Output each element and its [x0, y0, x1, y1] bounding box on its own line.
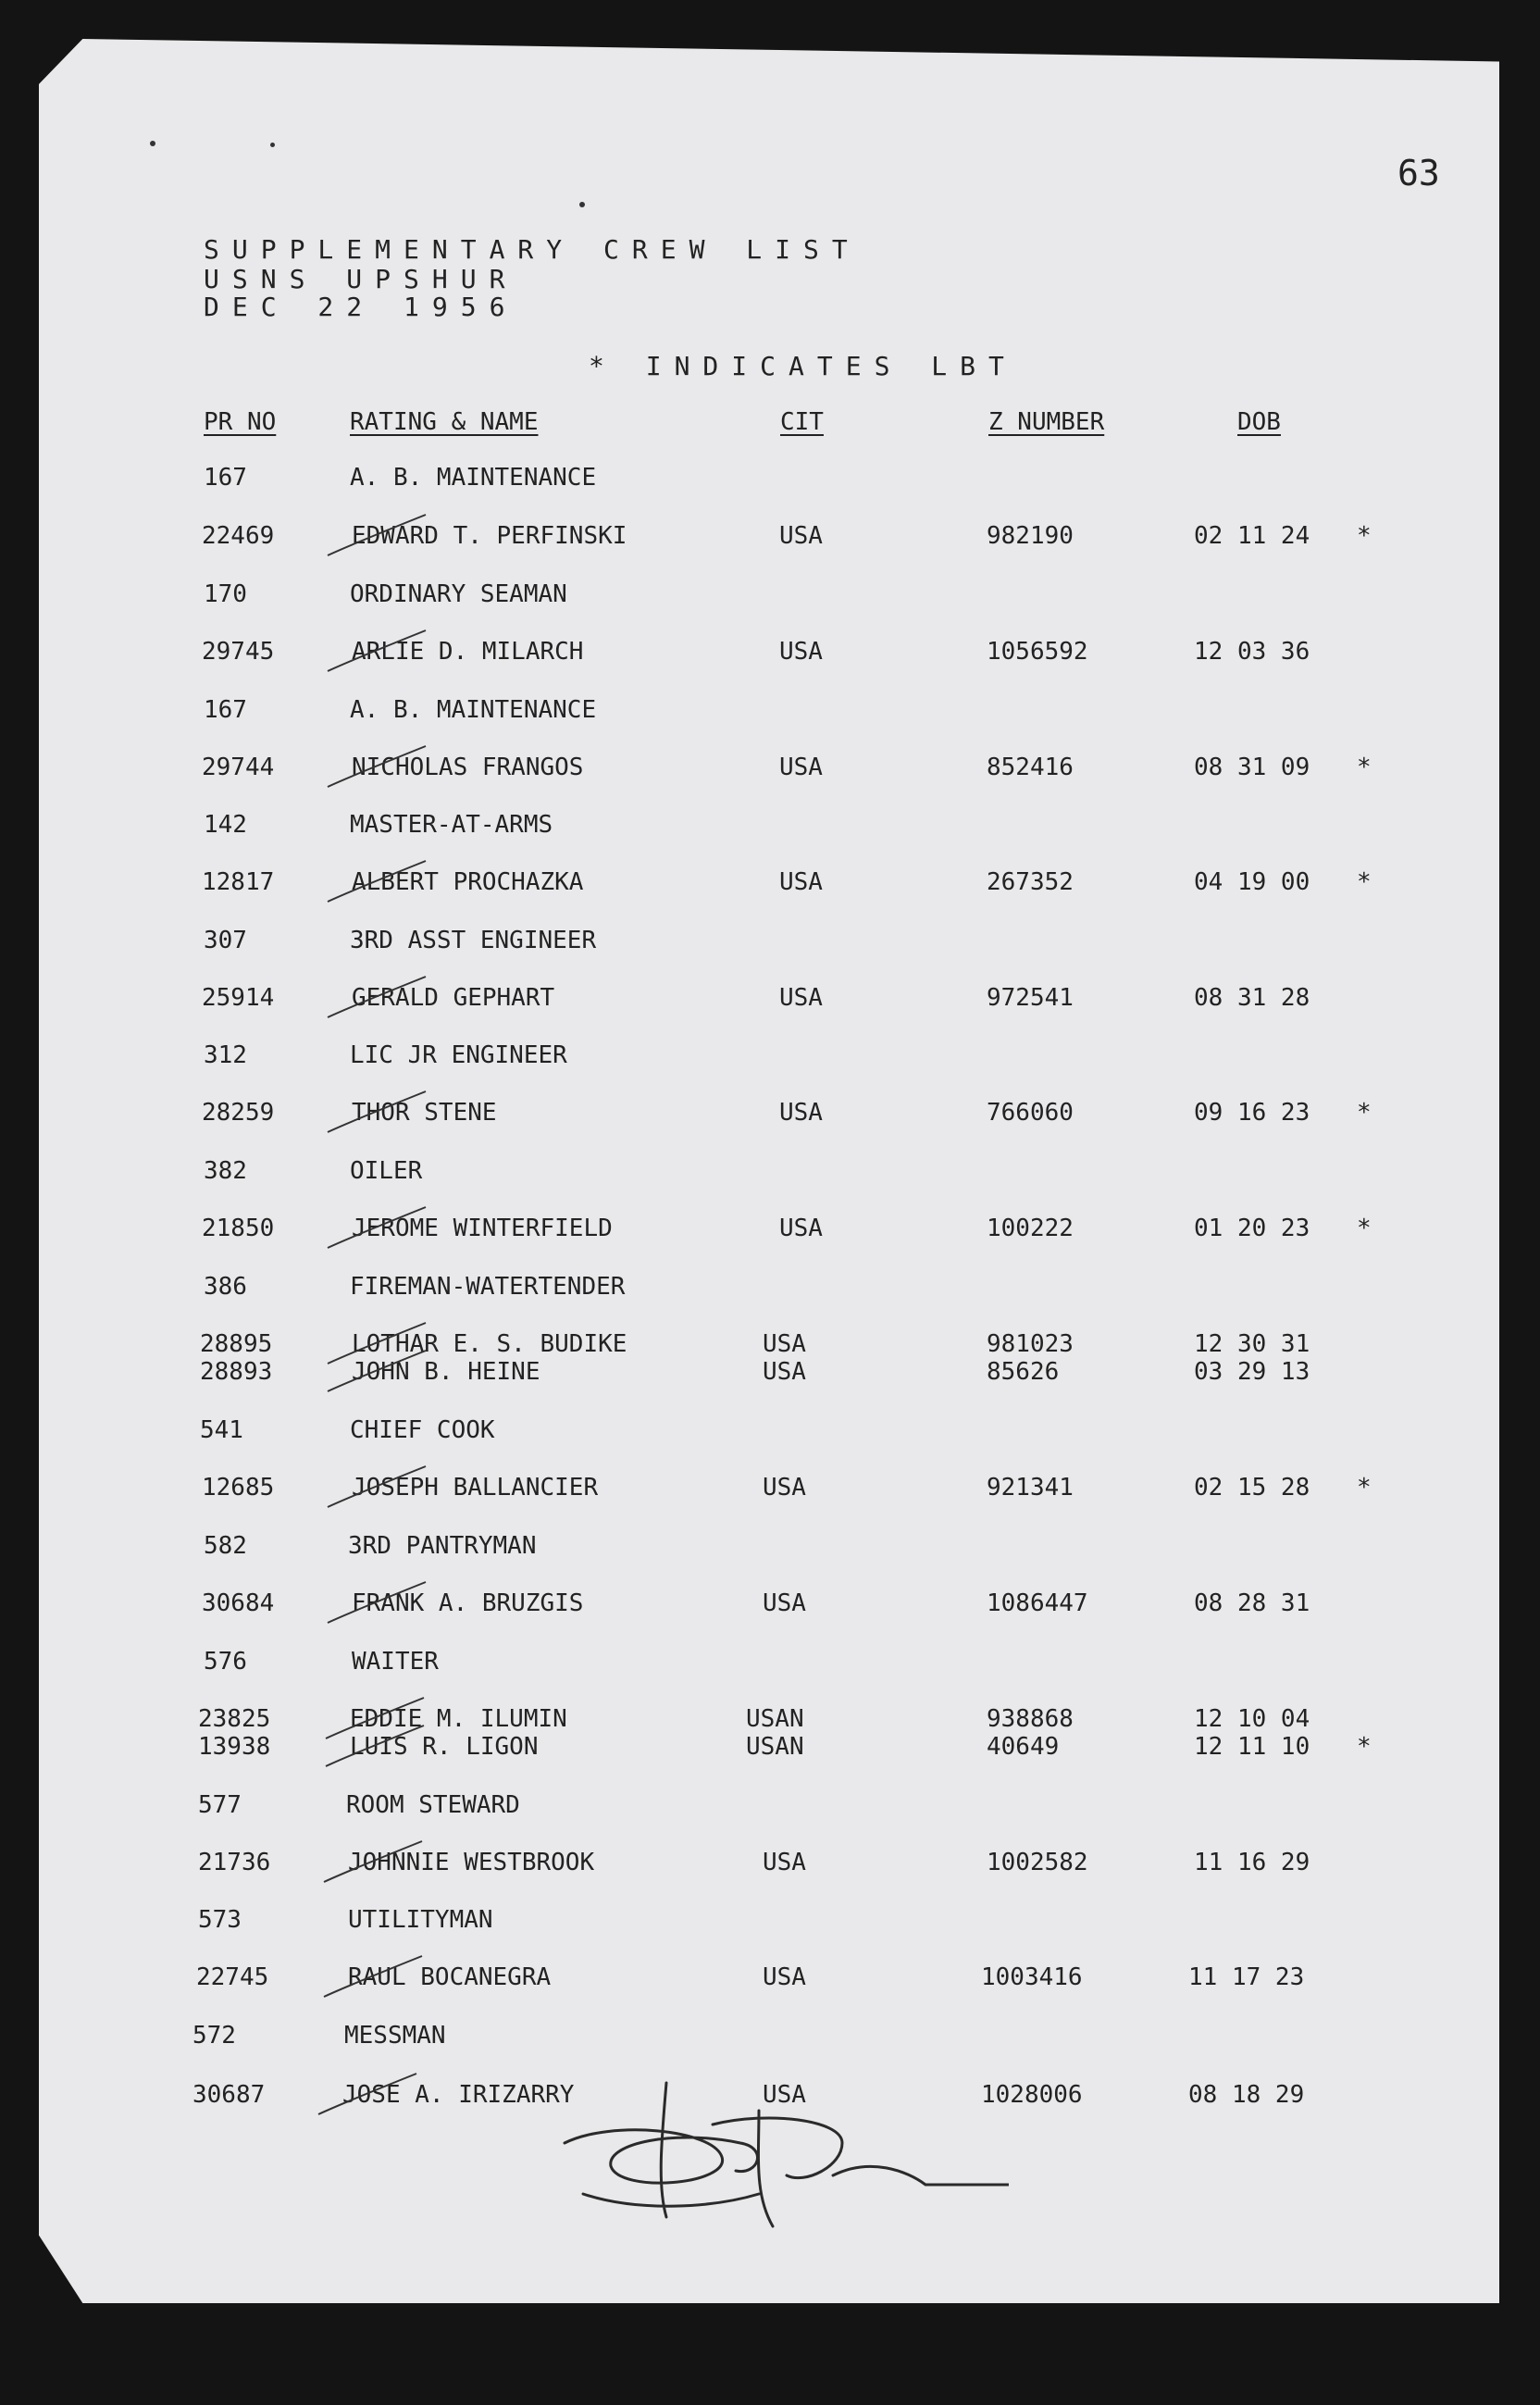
column-header-dob: DOB: [1237, 408, 1281, 436]
citizenship: USA: [763, 1849, 806, 1876]
pr-number: 573: [198, 1906, 242, 1934]
check-mark: [324, 625, 453, 680]
check-mark: [324, 1086, 453, 1141]
check-mark: [324, 855, 453, 911]
date-of-birth: 02 15 28: [1194, 1474, 1310, 1502]
z-number: 921341: [987, 1474, 1074, 1502]
pr-number: 13938: [198, 1733, 271, 1761]
rating-title: A. B. MAINTENANCE: [350, 696, 597, 724]
pr-number: 28895: [200, 1330, 273, 1358]
date-of-birth: 11 16 29: [1194, 1849, 1310, 1876]
pr-number: 382: [204, 1157, 247, 1185]
pr-number: 12817: [202, 868, 275, 896]
pr-number: 312: [204, 1041, 247, 1069]
crew-name: LOTHAR E. S. BUDIKE: [352, 1330, 627, 1358]
date-of-birth: 11 17 23: [1188, 1963, 1305, 1991]
check-mark: [324, 1345, 453, 1401]
lbt-marker: *: [1357, 1474, 1372, 1502]
pr-number: 22745: [196, 1963, 269, 1991]
date-of-birth: 08 31 28: [1194, 984, 1310, 1012]
crew-name: RAUL BOCANEGRA: [348, 1963, 552, 1991]
pr-number: 170: [204, 580, 247, 608]
rating-title: ROOM STEWARD: [346, 1791, 520, 1819]
check-mark: [324, 1461, 453, 1516]
check-mark: [324, 971, 453, 1027]
date-of-birth: 04 19 00: [1194, 868, 1310, 896]
crew-name: NICHOLAS FRANGOS: [352, 754, 584, 781]
check-mark: [320, 1836, 450, 1891]
citizenship: USA: [763, 1358, 806, 1386]
check-mark: [315, 2068, 444, 2124]
date-of-birth: 08 18 29: [1188, 2081, 1305, 2109]
column-header-rating-name: RATING & NAME: [350, 408, 539, 436]
pr-number: 30684: [202, 1589, 275, 1617]
pr-number: 29744: [202, 754, 275, 781]
date-of-birth: 12 11 10: [1194, 1733, 1310, 1761]
lbt-marker: *: [1357, 1215, 1372, 1242]
pr-number: 28893: [200, 1358, 273, 1386]
z-number: 981023: [987, 1330, 1074, 1358]
date-of-birth: 12 10 04: [1194, 1705, 1310, 1733]
crew-name: ARLIE D. MILARCH: [352, 638, 584, 666]
rating-title: LIC JR ENGINEER: [350, 1041, 567, 1069]
rating-title: WAITER: [352, 1648, 439, 1676]
date-of-birth: 08 28 31: [1194, 1589, 1310, 1617]
crew-name: JOHN B. HEINE: [352, 1358, 540, 1386]
z-number: 1028006: [981, 2081, 1083, 2109]
z-number: 1002582: [987, 1849, 1088, 1876]
z-number: 1003416: [981, 1963, 1083, 1991]
pr-number: 29745: [202, 638, 275, 666]
pr-number: 25914: [202, 984, 275, 1012]
lbt-marker: *: [1357, 1099, 1372, 1127]
legend-note: * INDICATES LBT: [589, 351, 1017, 381]
rating-title: MASTER-AT-ARMS: [350, 811, 553, 839]
crew-name: THOR STENE: [352, 1099, 497, 1127]
z-number: 766060: [987, 1099, 1074, 1127]
z-number: 100222: [987, 1215, 1074, 1242]
lbt-marker: *: [1357, 522, 1372, 550]
page-number: 63: [1397, 153, 1440, 193]
citizenship: USA: [779, 522, 823, 550]
ink-speck: [579, 202, 585, 207]
z-number: 938868: [987, 1705, 1074, 1733]
date-of-birth: 12 30 31: [1194, 1330, 1310, 1358]
citizenship: USA: [779, 984, 823, 1012]
citizenship: USAN: [746, 1733, 804, 1761]
z-number: 1056592: [987, 638, 1088, 666]
citizenship: USA: [779, 754, 823, 781]
date-of-birth: 12 03 36: [1194, 638, 1310, 666]
crew-name: EDWARD T. PERFINSKI: [352, 522, 627, 550]
pr-number: 577: [198, 1791, 242, 1819]
crew-name: JOSE A. IRIZARRY: [342, 2081, 575, 2109]
document-title: SUPPLEMENTARY CREW LIST: [204, 234, 861, 265]
check-mark: [324, 509, 453, 565]
lbt-marker: *: [1357, 868, 1372, 896]
z-number: 982190: [987, 522, 1074, 550]
lbt-marker: *: [1357, 1733, 1372, 1761]
crew-name: JOHNNIE WESTBROOK: [348, 1849, 595, 1876]
rating-title: FIREMAN-WATERTENDER: [350, 1273, 626, 1301]
check-mark: [322, 1720, 452, 1776]
citizenship: USA: [779, 1099, 823, 1127]
crew-name: EDDIE M. ILUMIN: [350, 1705, 567, 1733]
pr-number: 12685: [202, 1474, 275, 1502]
rating-title: ORDINARY SEAMAN: [350, 580, 567, 608]
pr-number: 572: [192, 2022, 236, 2050]
rating-title: 3RD ASST ENGINEER: [350, 927, 597, 954]
rating-title: UTILITYMAN: [348, 1906, 493, 1934]
check-mark: [324, 1576, 453, 1632]
column-header-cit: CIT: [780, 408, 824, 436]
crew-name: GERALD GEPHART: [352, 984, 555, 1012]
crew-name: ALBERT PROCHAZKA: [352, 868, 584, 896]
citizenship: USA: [779, 1215, 823, 1242]
date-of-birth: 03 29 13: [1194, 1358, 1310, 1386]
pr-number: 541: [200, 1416, 243, 1444]
rating-title: OILER: [350, 1157, 423, 1185]
z-number: 972541: [987, 984, 1074, 1012]
citizenship: USAN: [746, 1705, 804, 1733]
pr-number: 22469: [202, 522, 275, 550]
citizenship: USA: [779, 638, 823, 666]
pr-number: 167: [204, 464, 247, 492]
crew-name: FRANK A. BRUZGIS: [352, 1589, 584, 1617]
z-number: 1086447: [987, 1589, 1088, 1617]
column-header-z-number: Z NUMBER: [988, 408, 1105, 436]
rating-title: 3RD PANTRYMAN: [348, 1532, 537, 1560]
signature: [528, 2055, 1009, 2240]
column-header-pr-no: PR NO: [204, 408, 277, 436]
pr-number: 386: [204, 1273, 247, 1301]
crew-name: JOSEPH BALLANCIER: [352, 1474, 599, 1502]
z-number: 267352: [987, 868, 1074, 896]
z-number: 85626: [987, 1358, 1060, 1386]
date-of-birth: 01 20 23: [1194, 1215, 1310, 1242]
pr-number: 142: [204, 811, 247, 839]
citizenship: USA: [763, 2081, 806, 2109]
check-mark: [320, 1950, 450, 2006]
pr-number: 28259: [202, 1099, 275, 1127]
lbt-marker: *: [1357, 754, 1372, 781]
document-date: DEC 22 1956: [204, 292, 518, 322]
rating-title: MESSMAN: [344, 2022, 446, 2050]
crew-name: LUIS R. LIGON: [350, 1733, 539, 1761]
ink-speck: [270, 143, 275, 147]
citizenship: USA: [763, 1330, 806, 1358]
z-number: 852416: [987, 754, 1074, 781]
pr-number: 21736: [198, 1849, 271, 1876]
vessel-name: USNS UPSHUR: [204, 264, 518, 294]
date-of-birth: 08 31 09: [1194, 754, 1310, 781]
date-of-birth: 02 11 24: [1194, 522, 1310, 550]
pr-number: 167: [204, 696, 247, 724]
z-number: 40649: [987, 1733, 1060, 1761]
date-of-birth: 09 16 23: [1194, 1099, 1310, 1127]
citizenship: USA: [763, 1474, 806, 1502]
check-mark: [324, 1202, 453, 1257]
citizenship: USA: [779, 868, 823, 896]
citizenship: USA: [763, 1963, 806, 1991]
check-mark: [324, 741, 453, 796]
ink-speck: [150, 141, 155, 146]
rating-title: CHIEF COOK: [350, 1416, 495, 1444]
pr-number: 307: [204, 927, 247, 954]
citizenship: USA: [763, 1589, 806, 1617]
pr-number: 576: [204, 1648, 247, 1676]
pr-number: 23825: [198, 1705, 271, 1733]
rating-title: A. B. MAINTENANCE: [350, 464, 597, 492]
pr-number: 582: [204, 1532, 247, 1560]
pr-number: 21850: [202, 1215, 275, 1242]
crew-name: JEROME WINTERFIELD: [352, 1215, 613, 1242]
pr-number: 30687: [192, 2081, 266, 2109]
